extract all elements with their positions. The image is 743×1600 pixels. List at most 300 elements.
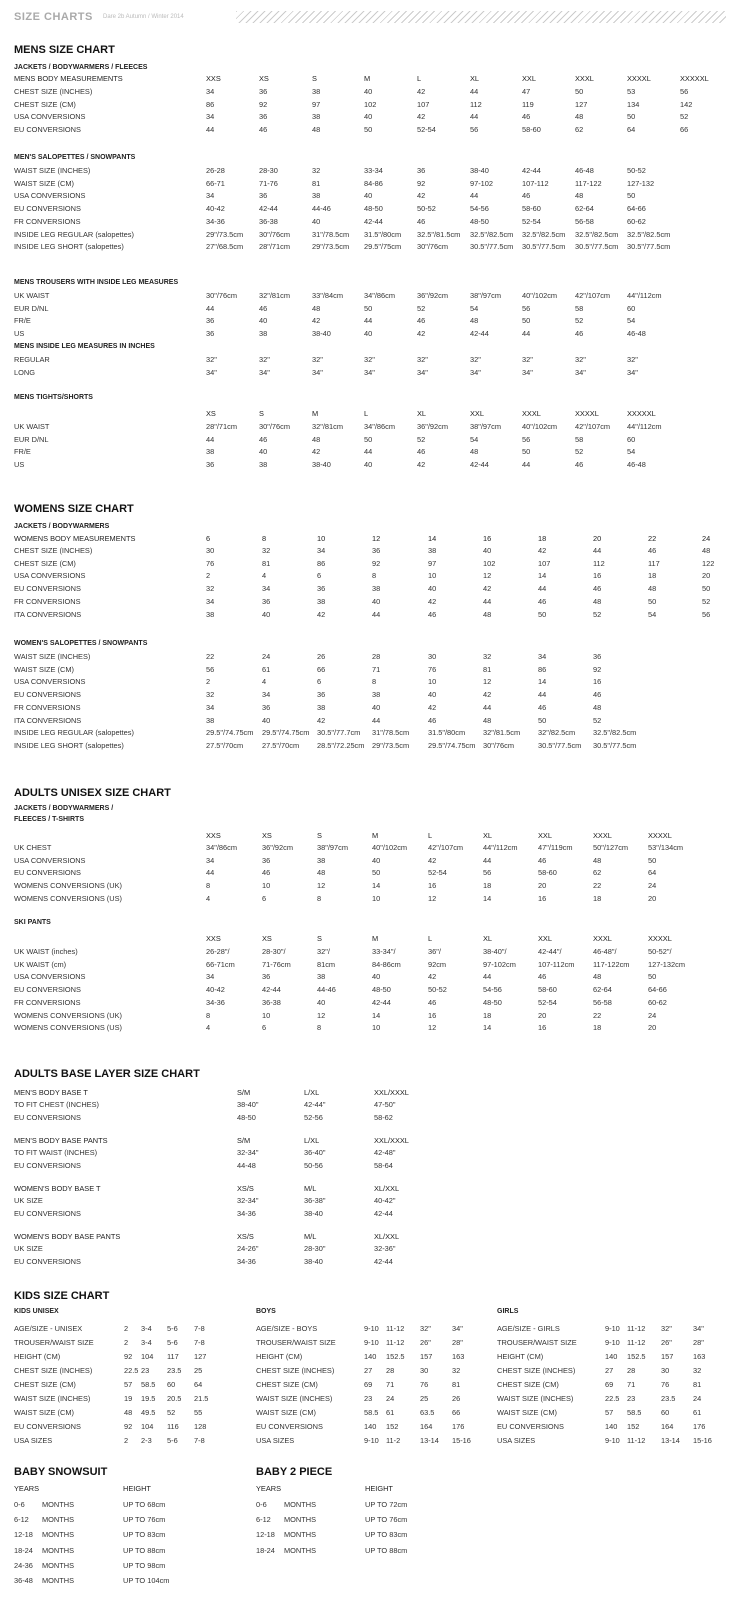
row-label: AGE/SIZE - BOYS <box>256 1324 318 1333</box>
cell-value: 38 <box>372 690 381 700</box>
cell-value: 42-44 <box>374 1208 393 1218</box>
size-header: S/M <box>237 1088 251 1097</box>
cell-value: 44 <box>364 316 373 326</box>
cell-value: 16 <box>593 677 602 687</box>
header-label: MEN'S BODY BASE T <box>14 1088 88 1097</box>
cell-value: 107 <box>417 99 430 109</box>
cell-value: 134 <box>627 99 640 109</box>
row-label: TO FIT CHEST (INCHES) <box>14 1100 99 1109</box>
size-header: L <box>364 409 369 418</box>
cell-value: 32" <box>312 355 323 364</box>
cell-value: 58 <box>575 434 584 444</box>
cell-value: 16 <box>538 1023 547 1033</box>
size-header: S <box>259 409 264 418</box>
cell-value: 44"/112cm <box>627 291 662 300</box>
cell-value: 12 <box>483 677 492 687</box>
cell-value: 140 <box>364 1351 377 1361</box>
row-label: INSIDE LEG SHORT (salopettes) <box>14 242 124 252</box>
cell-value: 32" <box>627 355 638 364</box>
cell-value: 36 <box>317 690 326 700</box>
cell-value: 34 <box>206 112 215 122</box>
cell-value: 56-58 <box>593 997 612 1007</box>
cell-value: 27 <box>364 1365 373 1375</box>
cell-value: 28 <box>386 1365 395 1375</box>
cell-value: 5-6 <box>167 1435 178 1445</box>
row-label: US <box>14 460 25 470</box>
cell-value: 34" <box>522 367 533 377</box>
row-label: FR CONVERSIONS <box>14 216 81 226</box>
cell-value: 26 <box>317 652 326 661</box>
cell-value: 63.5 <box>420 1407 435 1417</box>
cell-value: 10 <box>428 571 437 581</box>
cell-value: 102 <box>483 558 496 568</box>
size-header: XXXXL <box>575 409 599 418</box>
cell-value: 14 <box>538 677 547 687</box>
cell-value: 54-56 <box>470 204 489 214</box>
cell-value: 117 <box>167 1351 179 1361</box>
cell-value: 48 <box>470 447 479 457</box>
row-label: CHEST SIZE (INCHES) <box>497 1365 576 1375</box>
cell-value: 58-60 <box>522 204 541 214</box>
cell-value: 60 <box>627 434 636 444</box>
cell-value: 14 <box>538 571 547 581</box>
cell-value: 56 <box>483 868 492 878</box>
cell-value: 60 <box>627 303 636 313</box>
cell-value: 71-76cm <box>262 959 291 969</box>
row-label: FR CONVERSIONS <box>14 596 81 606</box>
cell-value: 27"/68.5cm <box>206 242 244 252</box>
cell-value: 48 <box>593 702 602 712</box>
cell-value: 44-46 <box>317 985 336 995</box>
cell-value: 50 <box>627 112 636 122</box>
row-label: 18-24 <box>256 1545 275 1555</box>
cell-value: 32" <box>420 1324 431 1333</box>
cell-value: 38 <box>312 87 321 96</box>
cell-value: MONTHS <box>284 1500 317 1509</box>
cell-value: 40 <box>259 316 268 326</box>
cell-value: 42 <box>428 855 437 865</box>
cell-value: 48 <box>312 125 321 135</box>
cell-value: 42-44 <box>470 329 489 339</box>
cell-value: 46 <box>538 702 547 712</box>
size-header: XXXL <box>575 74 594 83</box>
cell-value: 52 <box>417 434 426 444</box>
subheading: WOMEN'S SALOPETTES / SNOWPANTS <box>14 640 148 647</box>
size-header: XXS <box>206 934 221 943</box>
row-label: FR/E <box>14 447 31 457</box>
cell-value: 32" <box>206 355 217 364</box>
cell-value: 42 <box>417 112 426 122</box>
cell-value: 13-14 <box>661 1435 680 1445</box>
cell-value: 66-71cm <box>206 959 235 969</box>
cell-value: 30"/76cm <box>206 291 237 300</box>
size-header: 20 <box>593 534 602 543</box>
cell-value: 56 <box>470 125 479 135</box>
cell-value: 40 <box>372 702 381 712</box>
cell-value: 38 <box>372 584 381 594</box>
cell-value: 47"/119cm <box>538 843 573 852</box>
cell-value: 32"/ <box>317 947 330 956</box>
cell-value: 40 <box>317 997 326 1007</box>
size-header: HEIGHT <box>365 1484 393 1493</box>
cell-value: 18 <box>483 1010 492 1020</box>
cell-value: 48-50 <box>483 997 502 1007</box>
cell-value: 48 <box>575 112 584 122</box>
cell-value: 40 <box>262 609 271 619</box>
cell-value: 29.5"/74.75cm <box>206 728 254 738</box>
row-label: WOMENS CONVERSIONS (UK) <box>14 881 122 891</box>
cell-value: 23.5 <box>167 1365 182 1375</box>
size-header: M <box>372 831 379 840</box>
cell-value: 50 <box>648 972 657 982</box>
row-label: CHEST SIZE (INCHES) <box>14 1365 93 1375</box>
cell-value: 46 <box>593 690 602 700</box>
cell-value: 116 <box>167 1421 179 1431</box>
page-subtitle: Dare 2b Autumn / Winter 2014 <box>103 14 184 20</box>
cell-value: 50-52 <box>417 204 436 214</box>
cell-value: 92 <box>417 178 426 188</box>
cell-value: 81 <box>262 558 271 568</box>
cell-value: 8 <box>372 571 377 581</box>
cell-value: 164 <box>420 1421 433 1431</box>
cell-value: 40 <box>364 329 373 339</box>
cell-value: 6 <box>317 571 322 581</box>
cell-value: 18 <box>648 571 657 581</box>
cell-value: 97-102cm <box>483 959 516 969</box>
cell-value: 50-56 <box>304 1160 323 1170</box>
row-label: WAIST SIZE (INCHES) <box>14 1393 91 1403</box>
cell-value: 48 <box>483 609 492 619</box>
cell-value: 2 <box>124 1435 129 1445</box>
cell-value: 40"/102cm <box>522 422 558 431</box>
cell-value: 36 <box>259 87 268 96</box>
cell-value: 4 <box>206 1023 211 1033</box>
size-header: XS <box>262 934 272 943</box>
cell-value: 38 <box>206 715 215 725</box>
cell-value: 142 <box>680 99 693 109</box>
cell-value: 30 <box>420 1365 429 1375</box>
cell-value: UP TO 76cm <box>365 1515 408 1525</box>
cell-value: 3-4 <box>141 1337 152 1347</box>
row-label: EU CONVERSIONS <box>14 584 81 594</box>
cell-value: 117-122 <box>575 178 602 188</box>
header-hatch-decoration <box>236 11 726 23</box>
section-title-womens: WOMENS SIZE CHART <box>14 503 134 515</box>
cell-value: 81 <box>452 1379 461 1389</box>
cell-value: 50 <box>364 434 373 444</box>
subheading: JACKETS / BODYWARMERS / FLEECES <box>14 64 148 71</box>
cell-value: 25 <box>194 1365 203 1375</box>
cell-value: 38 <box>259 329 268 339</box>
size-header: S <box>317 934 322 943</box>
cell-value: 50"/127cm <box>593 843 629 852</box>
cell-value: 38-40 <box>312 460 331 470</box>
row-label: WAIST SIZE (INCHES) <box>14 652 91 661</box>
size-header: S <box>317 831 322 840</box>
cell-value: 20 <box>702 571 711 581</box>
cell-value: 10 <box>262 1010 271 1020</box>
cell-value: 71 <box>386 1379 395 1389</box>
cell-value: 22 <box>593 881 602 891</box>
cell-value: 42 <box>483 690 492 700</box>
row-label: EUR D/NL <box>14 434 49 444</box>
cell-value: 112 <box>593 558 605 568</box>
cell-value: 76 <box>420 1379 429 1389</box>
row-label: CHEST SIZE (INCHES) <box>14 87 93 96</box>
cell-value: 58-62 <box>374 1112 393 1122</box>
cell-value: 32-36" <box>374 1244 396 1253</box>
cell-value: 107-112 <box>522 178 549 188</box>
cell-value: 71 <box>627 1379 636 1389</box>
size-header: XXXXL <box>648 831 672 840</box>
cell-value: 52-54 <box>538 997 557 1007</box>
row-label: 18-24 <box>14 1545 33 1555</box>
subheading: KIDS UNISEX <box>14 1308 59 1315</box>
size-header: HEIGHT <box>123 1484 151 1493</box>
cell-value: 25 <box>420 1393 429 1403</box>
size-header: 8 <box>262 534 267 543</box>
cell-value: 46 <box>522 191 531 201</box>
cell-value: 40 <box>364 460 373 470</box>
cell-value: 50 <box>702 584 711 594</box>
cell-value: 30.5"/77.5cm <box>538 740 582 750</box>
cell-value: 50 <box>522 447 531 457</box>
size-header: XXL/XXXL <box>374 1088 409 1097</box>
cell-value: 176 <box>693 1421 706 1431</box>
cell-value: 52 <box>575 447 584 457</box>
cell-value: 9-10 <box>364 1337 379 1347</box>
cell-value: 97 <box>428 558 437 568</box>
cell-value: 86 <box>206 99 215 109</box>
cell-value: 18 <box>593 1023 602 1033</box>
cell-value: 30 <box>428 652 437 661</box>
cell-value: 44 <box>593 546 602 555</box>
row-label: AGE/SIZE - UNISEX <box>14 1324 83 1333</box>
row-label: WAIST SIZE (INCHES) <box>497 1393 574 1403</box>
cell-value: 44 <box>538 584 547 594</box>
page-title: SIZE CHARTS <box>14 11 93 23</box>
subheading: SKI PANTS <box>14 919 51 926</box>
row-label: EU CONVERSIONS <box>256 1421 323 1431</box>
row-label: USA CONVERSIONS <box>14 571 86 581</box>
cell-value: 28"/71cm <box>259 242 290 252</box>
row-label: INSIDE LEG REGULAR (salopettes) <box>14 728 134 738</box>
cell-value: 28-30" <box>304 1244 326 1253</box>
cell-value: 27.5"/70cm <box>206 740 244 750</box>
cell-value: 38"/97cm <box>470 422 501 431</box>
row-label: 6-12 <box>14 1515 29 1525</box>
cell-value: 31.5"/80cm <box>364 229 402 239</box>
cell-value: 56-58 <box>575 216 594 226</box>
cell-value: 14 <box>483 893 492 903</box>
cell-value: 81 <box>312 178 321 188</box>
size-header: XXXL <box>522 409 541 418</box>
row-label: EU CONVERSIONS <box>14 690 81 700</box>
cell-value: 38-40 <box>470 166 489 175</box>
cell-value: 62 <box>575 125 584 135</box>
cell-value: 15-16 <box>452 1435 471 1445</box>
cell-value: 46 <box>417 316 426 326</box>
cell-value: 29.5"/74.75cm <box>262 728 310 738</box>
cell-value: 2 <box>124 1324 129 1333</box>
size-header: XL <box>417 409 427 418</box>
cell-value: 44 <box>206 125 215 135</box>
cell-value: 33"/84cm <box>312 291 343 300</box>
cell-value: 38 <box>206 447 215 457</box>
cell-value: 48 <box>648 584 657 594</box>
cell-value: 42-44 <box>364 216 383 226</box>
cell-value: 127-132 <box>627 178 655 188</box>
row-label: WOMENS CONVERSIONS (US) <box>14 893 122 903</box>
cell-value: 29"/73.5cm <box>312 242 350 252</box>
cell-value: 8 <box>317 1023 322 1033</box>
cell-value: 34" <box>312 367 323 377</box>
cell-value: 34-36 <box>206 997 225 1007</box>
cell-value: 48-50 <box>372 985 391 995</box>
cell-value: 97-102 <box>470 178 494 188</box>
row-label: WAIST SIZE (INCHES) <box>14 166 91 175</box>
cell-value: 32" <box>259 355 270 364</box>
cell-value: 34" <box>575 367 586 377</box>
cell-value: 48 <box>124 1407 133 1417</box>
cell-value: 38 <box>259 460 268 470</box>
cell-value: MONTHS <box>284 1515 317 1525</box>
cell-value: 50-52 <box>428 985 447 995</box>
cell-value: 60 <box>661 1407 670 1417</box>
cell-value: 16 <box>428 881 437 891</box>
cell-value: 38-40 <box>304 1256 323 1266</box>
row-label: TROUSER/WAIST SIZE <box>256 1337 336 1347</box>
cell-value: 57 <box>605 1407 614 1417</box>
cell-value: 30 <box>661 1365 670 1375</box>
cell-value: 48 <box>575 191 584 201</box>
cell-value: 56 <box>680 87 689 96</box>
row-label: CHEST SIZE (INCHES) <box>14 546 93 555</box>
cell-value: 53 <box>627 87 636 96</box>
cell-value: 92 <box>593 664 602 674</box>
cell-value: 14 <box>483 1023 492 1033</box>
cell-value: 112 <box>470 99 482 109</box>
cell-value: 22.5 <box>124 1365 139 1375</box>
size-header: XXS <box>206 74 221 83</box>
header-label: YEARS <box>14 1484 40 1493</box>
cell-value: 42 <box>483 584 492 594</box>
cell-value: 26" <box>420 1337 431 1347</box>
cell-value: 32 <box>452 1365 461 1375</box>
cell-value: 46 <box>259 125 268 135</box>
cell-value: 11-12 <box>627 1435 646 1445</box>
cell-value: 42 <box>428 702 437 712</box>
cell-value: 64 <box>194 1379 203 1389</box>
cell-value: 81 <box>693 1379 702 1389</box>
cell-value: 24-26" <box>237 1244 259 1253</box>
cell-value: 52-54 <box>417 125 436 135</box>
cell-value: 60-62 <box>627 216 646 226</box>
cell-value: 40 <box>312 216 321 226</box>
cell-value: 44 <box>470 191 479 201</box>
cell-value: 42-44"/ <box>538 947 562 956</box>
cell-value: 9-10 <box>364 1324 379 1333</box>
cell-value: 8 <box>206 1010 211 1020</box>
cell-value: 28"/71cm <box>206 422 237 431</box>
cell-value: 30"/76cm <box>483 740 514 750</box>
row-label: UK CHEST <box>14 843 52 852</box>
size-header: XXL <box>522 74 536 83</box>
cell-value: 46 <box>575 460 584 470</box>
size-header: 22 <box>648 534 657 543</box>
size-header: M/L <box>304 1184 317 1193</box>
size-header: L/XL <box>304 1136 320 1145</box>
cell-value: 22 <box>593 1010 602 1020</box>
cell-value: 6 <box>317 677 322 687</box>
cell-value: 42 <box>417 329 426 339</box>
cell-value: 86 <box>317 558 326 568</box>
cell-value: 58.5 <box>364 1407 379 1417</box>
cell-value: 38-40"/ <box>483 947 507 956</box>
row-label: EU CONVERSIONS <box>14 204 81 214</box>
cell-value: 44"/112cm <box>627 422 662 431</box>
cell-value: 40 <box>259 447 268 457</box>
subheading: JACKETS / BODYWARMERS / <box>14 805 114 812</box>
cell-value: 32 <box>206 584 215 594</box>
subheading: MENS INSIDE LEG MEASURES IN INCHES <box>14 343 155 350</box>
row-label: ITA CONVERSIONS <box>14 609 82 619</box>
cell-value: 34 <box>206 191 215 201</box>
header-label: WOMENS BODY MEASUREMENTS <box>14 534 136 543</box>
header-label: MENS BODY MEASUREMENTS <box>14 74 123 83</box>
cell-value: 42"/107cm <box>575 291 611 300</box>
cell-value: 50 <box>627 191 636 201</box>
cell-value: 36 <box>417 166 426 175</box>
cell-value: 40 <box>483 546 492 555</box>
cell-value: 55 <box>194 1407 203 1417</box>
size-header: S <box>312 74 317 83</box>
cell-value: 56 <box>206 664 215 674</box>
row-label: EUR D/NL <box>14 303 49 313</box>
cell-value: 44 <box>206 868 215 878</box>
cell-value: 40"/102cm <box>522 291 558 300</box>
size-header: XS <box>259 74 269 83</box>
cell-value: 66-71 <box>206 178 225 188</box>
cell-value: 107 <box>538 558 551 568</box>
cell-value: 44 <box>470 87 479 96</box>
cell-value: MONTHS <box>42 1515 75 1525</box>
cell-value: 58.5 <box>141 1379 156 1389</box>
cell-value: 38 <box>428 546 437 555</box>
cell-value: 31"/78.5cm <box>312 229 350 239</box>
cell-value: 27.5"/70cm <box>262 740 300 750</box>
subheading: MEN'S SALOPETTES / SNOWPANTS <box>14 154 136 161</box>
cell-value: UP TO 98cm <box>123 1560 166 1570</box>
cell-value: 29.5"/74.75cm <box>428 740 476 750</box>
cell-value: 107-112cm <box>538 959 575 969</box>
size-header: XS/S <box>237 1232 254 1241</box>
cell-value: 46-48 <box>627 329 646 339</box>
cell-value: 34-36 <box>237 1256 256 1266</box>
cell-value: UP TO 88cm <box>365 1545 408 1555</box>
cell-value: 38 <box>317 855 326 865</box>
cell-value: 157 <box>661 1351 674 1361</box>
cell-value: 40-42 <box>206 985 225 995</box>
page-header <box>14 11 726 25</box>
size-header: XXS <box>206 831 221 840</box>
size-header: 10 <box>317 534 326 543</box>
row-label: USA CONVERSIONS <box>14 191 86 201</box>
size-header: XXL/XXXL <box>374 1136 409 1145</box>
cell-value: 76 <box>206 558 215 568</box>
cell-value: 128 <box>194 1421 207 1431</box>
cell-value: 40"/102cm <box>372 843 408 852</box>
